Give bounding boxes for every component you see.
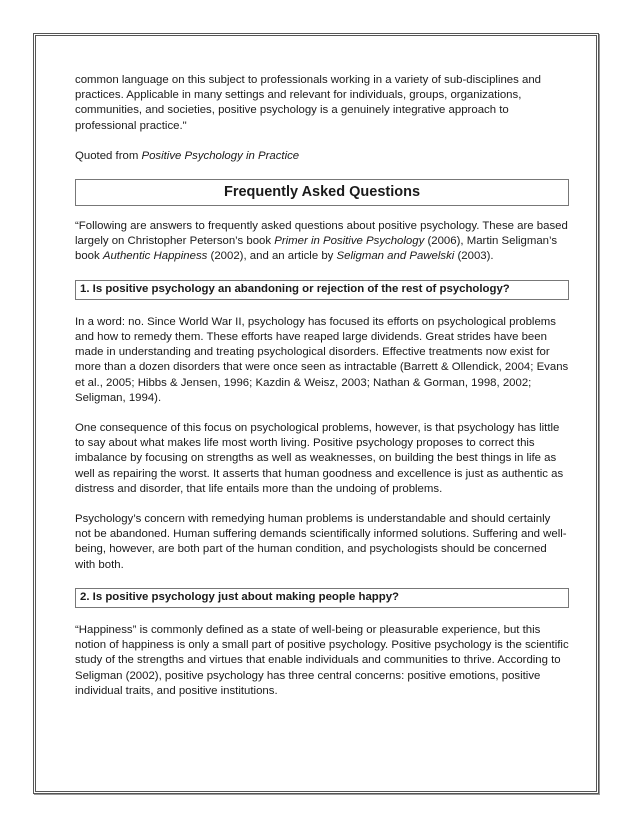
question-1-answer-paragraph: Psychology’s concern with remedying human problems is understandable and should certainly not be abandoned. Human suffering demands scientifically informed solutions. Suffering and well-being, however, are both part of the human condition, and psychologists should be concerned with both. xyxy=(75,513,567,571)
faq-lead-text-1: “Following are answers to frequently asked questions about positive psychology. These are based largely on Christopher Peterson’s book xyxy=(75,220,568,248)
question-2-answer-paragraph: “Happiness” is commonly defined as a state of well-being or pleasurable experience, but this notion of happiness is only a small part of positive psychology. Positive psychology is the scientific study of the strengths and virtues that enable individuals and communities to thrive. According to Seligman (2002), positive psychology has three central concerns: positive emotions, positive individual traits, and positive institutions. xyxy=(75,624,569,697)
quote-source-prefix: Quoted from xyxy=(75,149,142,162)
faq-lead-book-1: Primer in Positive Psychology xyxy=(274,235,425,248)
faq-lead-authors: Seligman and Pawelski xyxy=(336,250,455,263)
faq-lead-paragraph xyxy=(75,219,569,265)
faq-lead-text-4: (2003). xyxy=(454,250,494,263)
faq-lead-book-2: Authentic Happiness xyxy=(102,250,208,263)
question-1-answer-paragraph: One consequence of this focus on psychological problems, however, is that psychology has little to say about what makes life most worth living. Positive psychology proposes to correct this imbalance by focusing on strengths as well as weaknesses, on building the best things in life as well as repairing the worst. It asserts that human goodness and excellence is just as authentic as distress and disorder, that life entails more than the undoing of problems. xyxy=(75,422,564,495)
page-content xyxy=(75,73,569,714)
question-1-answer-paragraph: In a word: no. Since World War II, psychology has focused its efforts on psychological problems and how to remedy them. These efforts have reaped large dividends. Great strides have been made in understanding and treating psychological disorders. Effective treatments now exist for more than a dozen disorders that were once seen as intractable (Barrett & Ollendick, 2004; Evans et al., 2005; Hibbs & Jensen, 1996; Kazdin & Weisz, 2003; Nathan & Gorman, 1998, 2002; Seligman, 1994). xyxy=(75,315,569,404)
quote-source xyxy=(75,149,569,164)
quote-source-title: Positive Psychology in Practice xyxy=(141,149,300,162)
question-2-heading: 2. Is positive psychology just about making people happy? xyxy=(75,588,569,608)
faq-lead-text-2: (2006), Martin Seligman’s book xyxy=(75,235,558,263)
faq-lead-text-3: (2002), and an article by xyxy=(207,250,337,263)
faq-title: Frequently Asked Questions xyxy=(75,179,569,206)
intro-paragraph: common language on this subject to professionals working in a variety of sub-disciplines and practices. Applicable in many settings and relevant for individuals, groups, organizations, communities, and societies, positive psychology is a genuinely integrative approach to professional practice." xyxy=(75,74,542,132)
question-1-heading: 1. Is positive psychology an abandoning or rejection of the rest of psychology? xyxy=(75,280,569,300)
